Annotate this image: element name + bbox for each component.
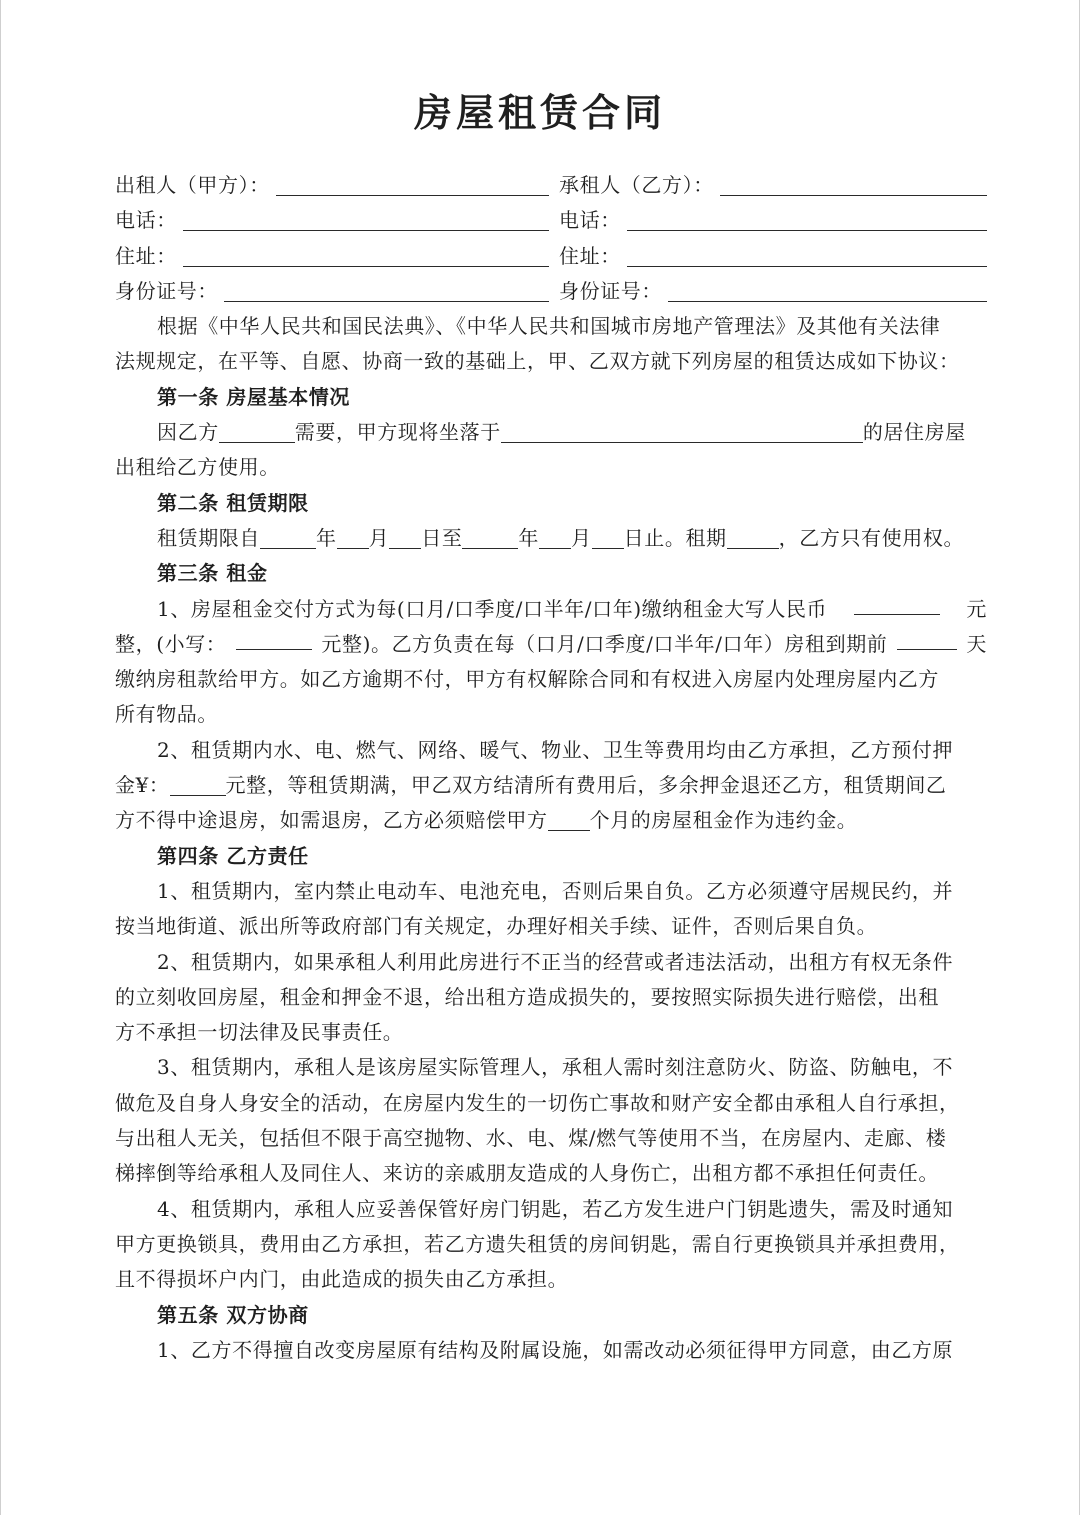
lessee-label: 承租人（乙方）： bbox=[559, 173, 714, 197]
article-3-clause-2-line-2 bbox=[115, 768, 987, 803]
month-label: 月 bbox=[368, 525, 390, 550]
lessee-id-label: 身份证号： bbox=[559, 278, 662, 303]
start-month-blank[interactable] bbox=[337, 526, 369, 549]
party-row-id bbox=[115, 274, 987, 309]
lessor-label: 出租人（甲方）： bbox=[115, 173, 270, 197]
end-year-blank[interactable] bbox=[462, 526, 518, 549]
article-1-line-1 bbox=[115, 415, 987, 450]
penalty-text: 方不得中途退房，如需退房，乙方必须赔偿甲方 bbox=[115, 808, 548, 833]
contract-body bbox=[115, 168, 987, 1368]
article-4-line: 的立刻收回房屋，租金和押金不退，给出租方造成损失的，要按照实际损失进行赔偿，出租 bbox=[115, 984, 939, 1009]
party-row-lessor-lessee bbox=[115, 168, 987, 203]
end-month-blank[interactable] bbox=[539, 526, 571, 549]
lessor-id-label: 身份证号： bbox=[115, 278, 218, 303]
party-row-address bbox=[115, 239, 987, 274]
article-1-heading: 第一条 房屋基本情况 bbox=[157, 384, 350, 409]
penalty-text-end: 个月的房屋租金作为违约金。 bbox=[589, 808, 858, 833]
deposit-amount-blank[interactable] bbox=[170, 773, 226, 796]
days-before-blank[interactable] bbox=[897, 627, 957, 650]
lessor-phone-field[interactable] bbox=[183, 210, 549, 231]
article-3-clause-1-line-1 bbox=[115, 592, 987, 627]
lessor-name-field[interactable] bbox=[276, 175, 549, 196]
lowercase-label: 整，(小写： bbox=[115, 631, 227, 656]
rent-amount-uppercase-blank[interactable] bbox=[854, 592, 940, 615]
article-1-text-a: 因乙方 bbox=[157, 420, 219, 445]
article-1-text-b: 需要，甲方现将坐落于 bbox=[294, 420, 501, 445]
year-label: 年 bbox=[518, 525, 540, 550]
days-label: 天 bbox=[966, 631, 987, 656]
year-label: 年 bbox=[316, 525, 337, 550]
article-4-line: 2、租赁期内，如果承租人利用此房进行不正当的经营或者违法活动，出租方有权无条件 bbox=[157, 949, 954, 974]
term-label: 日止。租期 bbox=[623, 525, 727, 550]
lessee-phone-field[interactable] bbox=[627, 210, 987, 231]
article-4-line: 做危及自身人身安全的活动，在房屋内发生的一切伤亡事故和财产安全都由承租人自行承担， bbox=[115, 1090, 960, 1115]
purpose-blank[interactable] bbox=[219, 420, 295, 443]
article-4-line: 且不得损坏户内门，由此造成的损失由乙方承担。 bbox=[115, 1267, 569, 1292]
rent-amount-number-blank[interactable] bbox=[236, 627, 312, 650]
lessee-address-field[interactable] bbox=[627, 246, 987, 267]
preamble-line-1: 根据《中华人民共和国民法典》、《中华人民共和国城市房地产管理法》及其他有关法律 bbox=[157, 314, 941, 339]
lessor-id-field[interactable] bbox=[224, 281, 549, 302]
term-from-label: 租赁期限自 bbox=[157, 525, 260, 550]
rent-payment-text: 1、房屋租金交付方式为每(口月/口季度/口半年/口年)缴纳租金大写人民币 bbox=[157, 596, 828, 621]
end-day-blank[interactable] bbox=[592, 526, 624, 549]
article-3-clause-1-line-3: 缴纳房租款给甲方。如乙方逾期不付，甲方有权解除合同和有权进入房屋内处理房屋内乙方 bbox=[115, 667, 939, 692]
article-5-line: 1、乙方不得擅自改变房屋原有结构及附属设施，如需改动必须征得甲方同意，由乙方原 bbox=[157, 1337, 954, 1362]
article-4-heading: 第四条 乙方责任 bbox=[157, 843, 309, 868]
article-4-line: 梯摔倒等给承租人及同住人、来访的亲戚朋友造成的人身伤亡，出租方都不承担任何责任。 bbox=[115, 1161, 939, 1186]
article-2-line-1 bbox=[115, 521, 987, 556]
deposit-label: 金¥： bbox=[115, 773, 170, 798]
location-blank[interactable] bbox=[501, 420, 863, 443]
use-right-text: ，乙方只有使用权。 bbox=[778, 525, 965, 550]
article-4-line: 按当地街道、派出所等政府部门有关规定，办理好相关手续、证件，否则后果自负。 bbox=[115, 914, 878, 939]
start-year-blank[interactable] bbox=[260, 526, 316, 549]
contract-title: 房屋租赁合同 bbox=[413, 90, 666, 135]
month-label: 月 bbox=[571, 525, 592, 550]
deposit-text: 元整，等租赁期满，甲乙双方结清所有费用后，多余押金退还乙方，租赁期间乙 bbox=[225, 773, 947, 798]
lessee-address-label: 住址： bbox=[559, 243, 621, 268]
article-4-line: 方不承担一切法律及民事责任。 bbox=[115, 1020, 404, 1045]
yuan-label: 元 bbox=[966, 596, 987, 621]
lessor-phone-label: 电话： bbox=[115, 208, 177, 233]
penalty-months-blank[interactable] bbox=[548, 808, 590, 831]
article-1-line-2: 出租给乙方使用。 bbox=[115, 455, 280, 480]
article-4-line: 4、租赁期内，承租人应妥善保管好房门钥匙，若乙方发生进户门钥匙遗失，需及时通知 bbox=[157, 1196, 954, 1221]
article-4-line: 3、租赁期内，承租人是该房屋实际管理人，承租人需时刻注意防火、防盗、防触电，不 bbox=[157, 1055, 954, 1080]
article-1-text-c: 的居住房屋 bbox=[862, 420, 966, 445]
preamble-line-2: 法规规定，在平等、自愿、协商一致的基础上，甲、乙双方就下列房屋的租赁达成如下协议： bbox=[115, 349, 960, 374]
article-4-line: 1、租赁期内，室内禁止电动车、电池充电，否则后果自负。乙方必须遵守居规民约，并 bbox=[157, 878, 954, 903]
article-4-line: 甲方更换锁具，费用由乙方承担，若乙方遗失租赁的房间钥匙，需自行更换锁具并承担费用， bbox=[115, 1231, 960, 1256]
article-3-heading: 第三条 租金 bbox=[157, 561, 268, 586]
term-length-blank[interactable] bbox=[727, 526, 779, 549]
day-to-label: 日至 bbox=[421, 525, 463, 550]
article-3-clause-1-line-4: 所有物品。 bbox=[115, 702, 218, 727]
article-3-clause-1-line-2 bbox=[115, 627, 987, 662]
start-day-blank[interactable] bbox=[389, 526, 421, 549]
rent-due-text: 元整)。乙方负责在每（口月/口季度/口半年/口年）房租到期前 bbox=[321, 631, 888, 656]
lessee-name-field[interactable] bbox=[720, 175, 987, 196]
article-3-clause-2-line-1: 2、租赁期内水、电、燃气、网络、暖气、物业、卫生等费用均由乙方承担，乙方预付押 bbox=[157, 737, 954, 762]
lessee-phone-label: 电话： bbox=[559, 208, 621, 233]
article-3-clause-2-line-3 bbox=[115, 803, 987, 838]
article-4-line: 与出租人无关，包括但不限于高空抛物、水、电、煤/燃气等使用不当，在房屋内、走廊、楼 bbox=[115, 1126, 947, 1151]
lessor-address-label: 住址： bbox=[115, 243, 177, 268]
article-5-heading: 第五条 双方协商 bbox=[157, 1302, 309, 1327]
lessor-address-field[interactable] bbox=[183, 246, 549, 267]
lessee-id-field[interactable] bbox=[668, 281, 987, 302]
article-2-heading: 第二条 租赁期限 bbox=[157, 490, 309, 515]
party-row-phone bbox=[115, 203, 987, 238]
